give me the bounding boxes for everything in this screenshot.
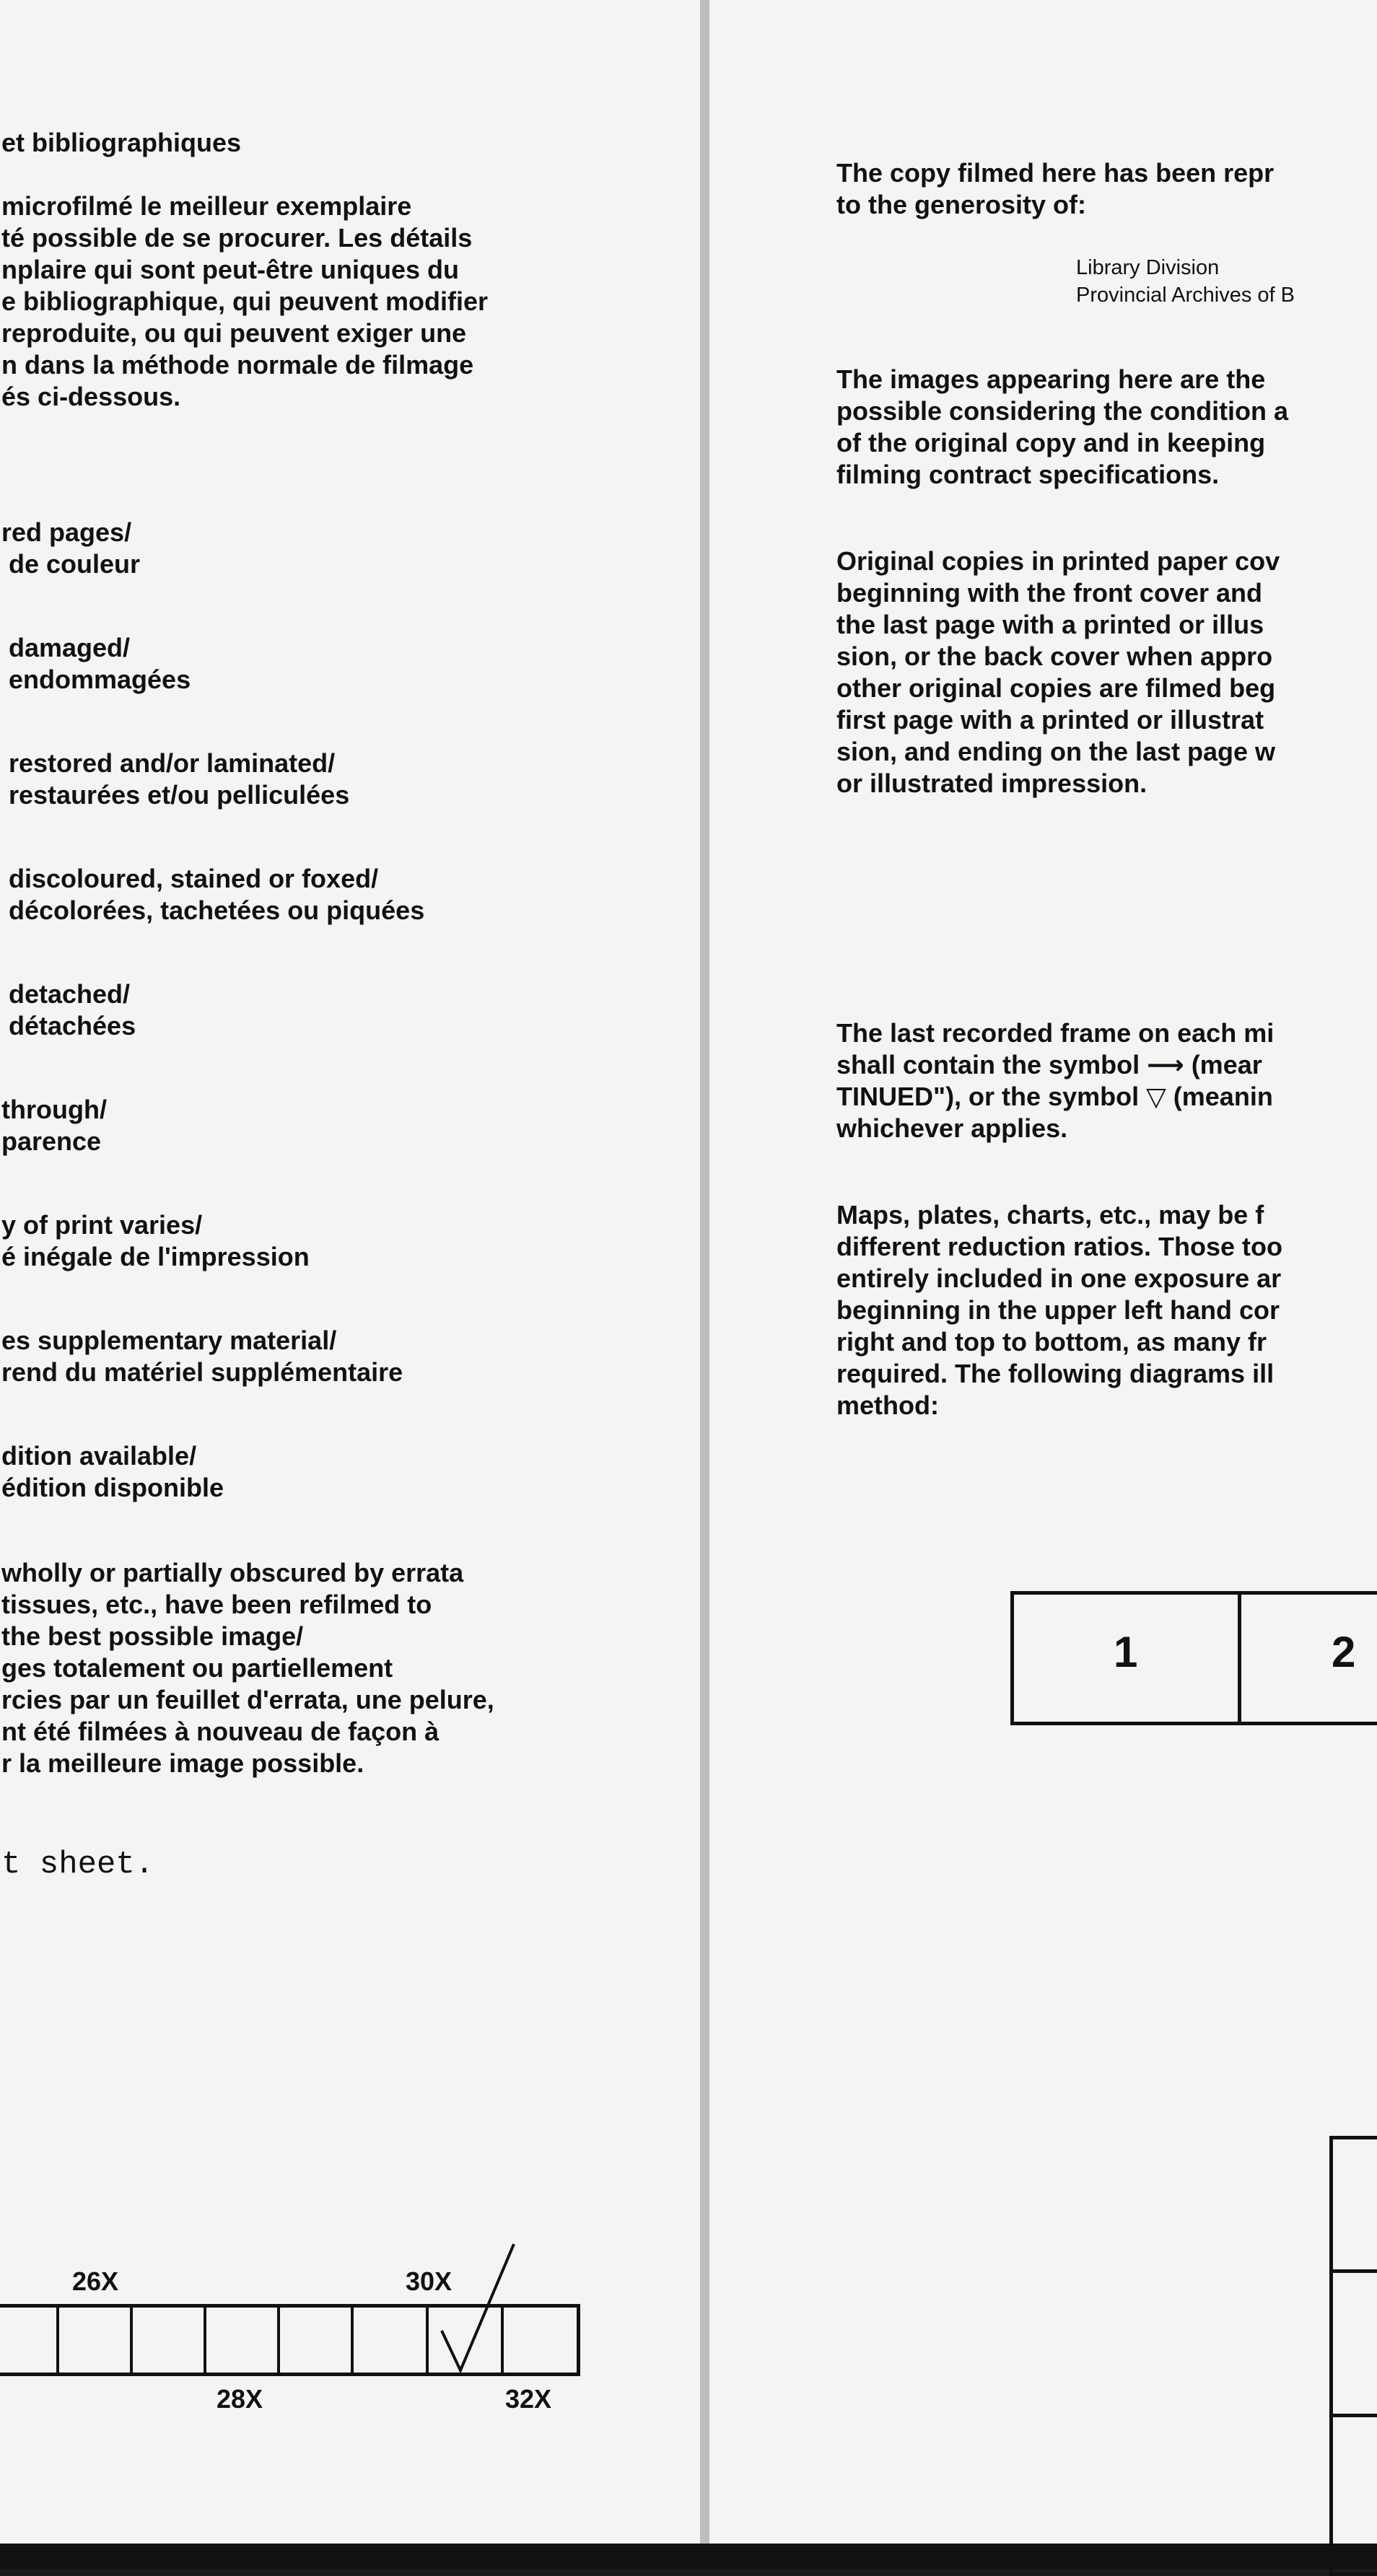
- checklist-line-en: discoloured, stained or foxed/: [9, 864, 379, 893]
- checklist-line-en: red pages/: [1, 517, 132, 547]
- intro-line: reproduite, ou qui peuvent exiger une: [1, 318, 467, 348]
- scan-bottom-border: [0, 2544, 1377, 2569]
- checklist-line-fr: parence: [1, 1126, 102, 1156]
- paragraph-line: different reduction ratios. Those too: [836, 1232, 1283, 1261]
- book-gutter: [700, 0, 709, 2569]
- ratio-cell: [426, 2308, 429, 2373]
- grid-row-divider: [1333, 2269, 1377, 2273]
- paragraph-line: of the original copy and in keeping: [836, 428, 1266, 457]
- checklist-item-showthrough: [1, 1094, 107, 1157]
- ratio-label-28x: 28X: [217, 2384, 263, 2414]
- checkmark-icon: [433, 2237, 520, 2381]
- paragraph-line: required. The following diagrams ill: [836, 1359, 1275, 1388]
- ratio-label-30x: 30X: [406, 2266, 453, 2296]
- paragraph-line: method:: [836, 1390, 939, 1420]
- checklist-line-fr: détachées: [9, 1011, 136, 1041]
- paragraph-line: TINUED"), or the symbol ▽ (meanin: [836, 1082, 1273, 1111]
- frame-sequence-diagram: [1010, 1591, 1377, 1725]
- paragraph-line: beginning with the front cover and: [836, 578, 1262, 608]
- paragraph-line: The last recorded frame on each mi: [836, 1018, 1275, 1048]
- paragraph-line: beginning in the upper left hand cor: [836, 1295, 1280, 1325]
- library-credit: [1076, 254, 1295, 309]
- intro-line: microfilmé le meilleur exemplaire: [1, 191, 412, 221]
- paragraph-line: The copy filmed here has been repr: [836, 158, 1275, 188]
- paragraph-line: filming contract specifications.: [836, 460, 1220, 489]
- checklist-item-supplementary: [1, 1325, 403, 1388]
- paragraph-line: possible considering the condition a: [836, 396, 1289, 426]
- paragraph-line: whichever applies.: [836, 1113, 1068, 1143]
- checklist-item-restored: [9, 748, 349, 811]
- checklist-line-fr: édition disponible: [1, 1473, 224, 1502]
- ratio-cell: [56, 2308, 59, 2373]
- checklist-line-en: y of print varies/: [1, 1210, 203, 1240]
- provincial-archives: Provincial Archives of B: [1076, 284, 1295, 307]
- paragraph-line: the last page with a printed or illus: [836, 610, 1264, 639]
- errata-paragraph: [1, 1557, 494, 1779]
- paragraph-line: The images appearing here are the: [836, 364, 1266, 394]
- errata-line: nt été filmées à nouveau de façon à: [1, 1717, 440, 1746]
- ratio-label-32x: 32X: [505, 2384, 552, 2414]
- intro-line: té possible de se procurer. Les détails: [1, 223, 473, 253]
- errata-line: ges totalement ou partiellement: [1, 1653, 393, 1683]
- paragraph-line: Original copies in printed paper cov: [836, 546, 1280, 576]
- errata-line: the best possible image/: [1, 1621, 304, 1651]
- right-page: [709, 0, 1377, 2544]
- checklist-line-fr: de couleur: [9, 549, 141, 579]
- original-copies-paragraph: [836, 546, 1280, 799]
- library-division: Library Division: [1076, 256, 1220, 279]
- frame-number-2: 2: [1332, 1628, 1356, 1676]
- checklist-line-en: damaged/: [9, 633, 131, 662]
- ratio-label-26x: 26X: [72, 2266, 119, 2296]
- errata-line: r la meilleure image possible.: [1, 1748, 364, 1778]
- checklist-line-en: through/: [1, 1095, 107, 1124]
- intro-line: nplaire qui sont peut-être uniques du: [1, 255, 460, 284]
- checklist-line-fr: restaurées et/ou pelliculées: [9, 780, 350, 810]
- checklist-item-coloured-pages: [1, 517, 140, 580]
- checklist-line-en: es supplementary material/: [1, 1326, 337, 1355]
- intro-line: e bibliographique, qui peuvent modifier: [1, 286, 489, 316]
- maps-plates-paragraph: [836, 1199, 1282, 1421]
- checklist-line-fr: rend du matériel supplémentaire: [1, 1357, 403, 1387]
- paragraph-line: or illustrated impression.: [836, 768, 1148, 798]
- errata-line: rcies par un feuillet d'errata, une pelure,: [1, 1685, 494, 1714]
- paragraph-line: shall contain the symbol ⟶ (mear: [836, 1050, 1262, 1079]
- checklist-line-en: detached/: [9, 979, 131, 1009]
- paragraph-line: Maps, plates, charts, etc., may be f: [836, 1200, 1264, 1230]
- checklist-item-print-quality: [1, 1209, 310, 1273]
- paragraph-line: sion, or the back cover when appro: [836, 641, 1273, 671]
- errata-line: tissues, etc., have been refilmed to: [1, 1590, 432, 1619]
- checklist-line-en: restored and/or laminated/: [9, 748, 336, 778]
- checklist-item-detached: [9, 978, 136, 1042]
- paragraph-line: to the generosity of:: [836, 190, 1087, 219]
- last-frame-paragraph: [836, 1017, 1274, 1144]
- typed-note: t sheet.: [1, 1846, 154, 1883]
- paragraph-line: right and top to bottom, as many fr: [836, 1327, 1267, 1357]
- checklist-item-discoloured: [9, 863, 424, 926]
- intro-paragraph: [1, 190, 488, 413]
- paragraph-line: other original copies are filmed beg: [836, 673, 1276, 703]
- intro-line: és ci-dessous.: [1, 382, 181, 411]
- frame-number-1: 1: [1114, 1628, 1138, 1676]
- frame-divider: [1238, 1595, 1241, 1722]
- ratio-cell: [204, 2308, 206, 2373]
- checklist-line-fr: décolorées, tachetées ou piquées: [9, 895, 425, 925]
- ratio-cell: [351, 2308, 354, 2373]
- ratio-cell: [277, 2308, 280, 2373]
- ratio-cell: [130, 2308, 133, 2373]
- checklist-item-damaged: [9, 632, 191, 696]
- checklist-item-edition: [1, 1440, 224, 1504]
- images-paragraph: [836, 364, 1288, 491]
- intro-line: n dans la méthode normale de filmage: [1, 350, 474, 380]
- checklist-line-fr: é inégale de l'impression: [1, 1242, 310, 1271]
- errata-line: wholly or partially obscured by errata: [1, 1558, 464, 1587]
- checklist-line-fr: endommagées: [9, 665, 191, 694]
- paragraph-line: entirely included in one exposure ar: [836, 1263, 1282, 1293]
- paragraph-line: first page with a printed or illustrat: [836, 705, 1264, 735]
- heading: et bibliographiques: [1, 128, 242, 157]
- paragraph-line: sion, and ending on the last page w: [836, 737, 1276, 766]
- grid-layout-diagram: [1329, 2136, 1377, 2576]
- checklist-line-en: dition available/: [1, 1441, 197, 1471]
- copy-filmed-paragraph: [836, 157, 1274, 221]
- grid-row-divider: [1333, 2414, 1377, 2417]
